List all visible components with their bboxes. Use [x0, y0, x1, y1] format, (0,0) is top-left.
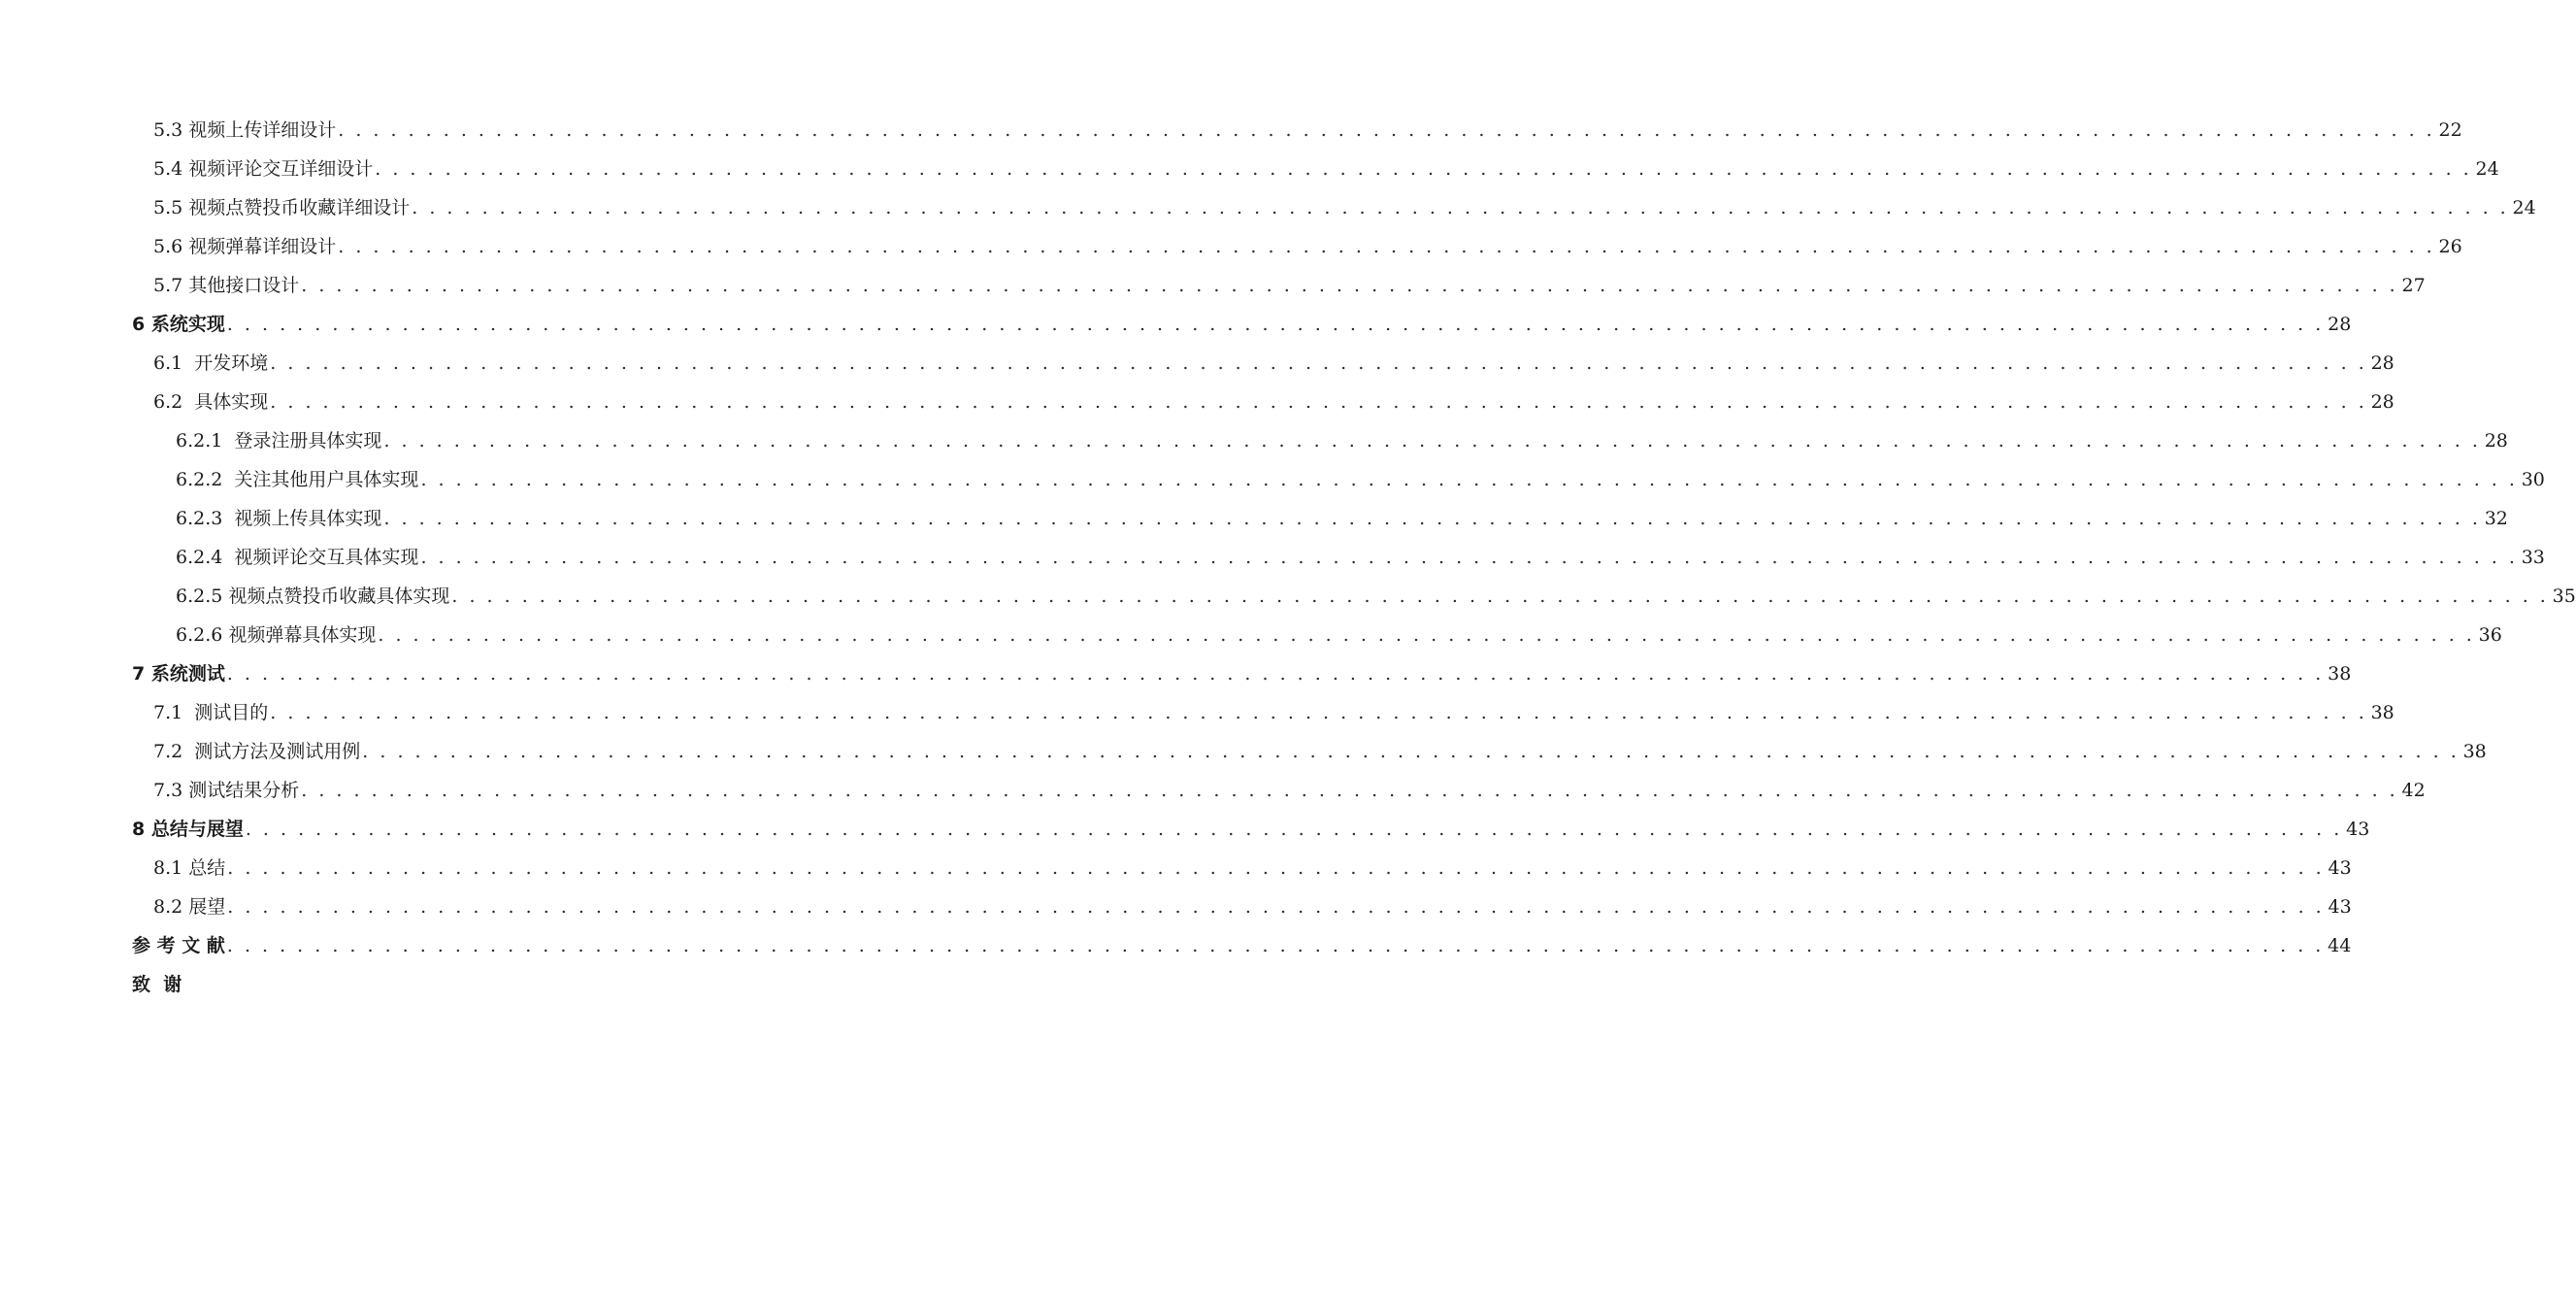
toc-entry[interactable]	[153, 698, 2394, 727]
toc-dot-leader: . . . . . . . . . . . . . . . . . . . . . . . . . . . . . . . . . . . . . . . . . . . . . . . . . . . . . . . . . . . . . . . . . . . . . . . . . . . . . . . . . . . . . . . . . . . . . . . . . . . . . . . . . . . . . . . . . . . . . . . .	[383, 508, 2481, 529]
toc-page-number: 42	[2401, 780, 2426, 801]
toc-entry[interactable]	[153, 193, 2536, 222]
toc-page-number: 28	[2328, 314, 2352, 335]
toc-entry[interactable]	[176, 465, 2545, 494]
toc-dot-leader: . . . . . . . . . . . . . . . . . . . . . . . . . . . . . . . . . . . . . . . . . . . . . . . . . . . . . . . . . . . . . . . . . . . . . . . . . . . . . . . . . . . . . . . . . . . . . . . . . . . . . . . . . . . . . . . . . . . . . . . .	[270, 702, 2367, 723]
toc-entry[interactable]	[176, 426, 2508, 455]
toc-entry-title: 7.1 测试目的	[153, 702, 269, 723]
toc-entry-title: 5.3 视频上传详细设计	[153, 119, 337, 141]
toc-dot-leader: . . . . . . . . . . . . . . . . . . . . . . . . . . . . . . . . . . . . . . . . . . . . . . . . . . . . . . . . . . . . . . . . . . . . . . . . . . . . . . . . . . . . . . . . . . . . . . . . . . . . . . . . . . . . . . . . . . . . . . . .	[301, 780, 2398, 801]
toc-dot-leader: . . . . . . . . . . . . . . . . . . . . . . . . . . . . . . . . . . . . . . . . . . . . . . . . . . . . . . . . . . . . . . . . . . . . . . . . . . . . . . . . . . . . . . . . . . . . . . . . . . . . . . . . . . . . . . . . . . . . . . . .	[301, 275, 2398, 296]
toc-entry[interactable]	[132, 815, 2370, 844]
toc-page-number: 38	[2462, 741, 2487, 762]
toc-entry[interactable]	[132, 310, 2352, 339]
toc-entry[interactable]	[153, 116, 2462, 145]
toc-page-number: 33	[2521, 547, 2545, 568]
toc-entry[interactable]	[153, 387, 2394, 417]
toc-page-number: 43	[2346, 819, 2370, 840]
toc-entry[interactable]	[153, 853, 2352, 883]
toc-entry[interactable]	[132, 931, 2352, 960]
toc-entry-title: 6.2.3 视频上传具体实现	[176, 508, 382, 529]
toc-entry-title: 7.2 测试方法及测试用例	[153, 741, 361, 762]
toc-dot-leader: . . . . . . . . . . . . . . . . . . . . . . . . . . . . . . . . . . . . . . . . . . . . . . . . . . . . . . . . . . . . . . . . . . . . . . . . . . . . . . . . . . . . . . . . . . . . . . . . . . . . . . . . . . . . . . . . . . . . . . . .	[227, 896, 2325, 918]
toc-page-number: 38	[2328, 663, 2352, 685]
toc-dot-leader: . . . . . . . . . . . . . . . . . . . . . . . . . . . . . . . . . . . . . . . . . . . . . . . . . . . . . . . . . . . . . . . . . . . . . . . . . . . . . . . . . . . . . . . . . . . . . . . . . . . . . . . . . . . . . . . . . . . . . . . .	[412, 197, 2509, 218]
toc-entry[interactable]	[176, 504, 2508, 533]
toc-entry[interactable]	[176, 582, 2576, 611]
toc-page-number: 35	[2552, 586, 2576, 607]
toc-page-number: 36	[2478, 624, 2502, 646]
toc-dot-leader: . . . . . . . . . . . . . . . . . . . . . . . . . . . . . . . . . . . . . . . . . . . . . . . . . . . . . . . . . . . . . . . . . . . . . . . . . . . . . . . . . . . . . . . . . . . . . . . . . . . . . . . . . . . . . . . . . . . . . . . .	[420, 547, 2518, 568]
toc-entry-title: 8 总结与展望	[132, 819, 244, 840]
toc-entry-title: 5.4 视频评论交互详细设计	[153, 158, 374, 180]
toc-page-number: 24	[2475, 158, 2499, 180]
toc-entry[interactable]	[153, 154, 2499, 184]
toc-page-number: 28	[2370, 391, 2394, 413]
toc-entry-title: 参 考 文 献	[132, 935, 225, 956]
toc-dot-leader: . . . . . . . . . . . . . . . . . . . . . . . . . . . . . . . . . . . . . . . . . . . . . . . . . . . . . . . . . . . . . . . . . . . . . . . . . . . . . . . . . . . . . . . . . . . . . . . . . . . . . . . . . . . . . . . . . . . . . . . .	[226, 935, 2325, 956]
toc-entry-title: 5.7 其他接口设计	[153, 275, 300, 296]
toc-dot-leader: . . . . . . . . . . . . . . . . . . . . . . . . . . . . . . . . . . . . . . . . . . . . . . . . . . . . . . . . . . . . . . . . . . . . . . . . . . . . . . . . . . . . . . . . . . . . . . . . . . . . . . . . . . . . . . . . . . . . . . . .	[338, 236, 2435, 257]
toc-entry[interactable]	[176, 620, 2502, 650]
toc-entry-title: 5.5 视频点赞投币收藏详细设计	[153, 197, 411, 218]
toc-entry[interactable]	[132, 970, 824, 999]
toc-entry[interactable]	[132, 659, 2352, 688]
toc-entry[interactable]	[153, 271, 2426, 300]
toc-entry[interactable]	[153, 232, 2462, 261]
toc-entry[interactable]	[153, 892, 2352, 921]
toc-entry[interactable]	[176, 543, 2545, 572]
toc-page-number: 32	[2484, 508, 2508, 529]
toc-page-number: 30	[2521, 469, 2545, 490]
toc-dot-leader: . . . . . . . . . . . . . . . . . . . . . . . . . . . . . . . . . . . . . . . . . . . . . . . . . . . . . . . . . . . . . . . . . . . . . . . . . . . . . . . . . . . . . . . . . . . . . . . . . . . . . . . . . . . . . . . . . . . . . . . .	[362, 741, 2460, 762]
toc-dot-leader: . . . . . . . . . . . . . . . . . . . . . . . . . . . . . . . . . . . . . . . . . . . . . . . . . . . . . . . . . . . . . . . . . . . . . . . . . . . . . . . . . . . . . . . . . . . . . . . . . . . . . . . . . . . . . . . . . . . . . . . .	[226, 314, 2325, 335]
toc-entry-title: 6 系统实现	[132, 314, 225, 335]
toc-dot-leader: . . . . . . . . . . . . . . . . . . . . . . . . . . . . . . . . . . . . . . . . . . . . . . . . . . . . . . . . . . . . . . . . . . . . . . . . . . . . . . . . . . . . . . . . . . . . . . . . . . . . . . . . . . . . . . . . . . . . . . . .	[245, 819, 2343, 840]
toc-entry-title: 6.2.5 视频点赞投币收藏具体实现	[176, 586, 450, 607]
toc-entry-title: 5.6 视频弹幕详细设计	[153, 236, 337, 257]
toc-dot-leader: . . . . . . . . . . . . . . . . . . . . . . . . . . . . . . . . . . . . . . . . . . . . . . . . . . . . . . . . . . . . . . . . . . . . . . . . . . . . . . . . . . . . . . . . . . . . . . . . . . . . . . . . . . . . . . . . . . . . . . . .	[451, 586, 2549, 607]
toc-page-number: 28	[2370, 352, 2394, 374]
toc-page-number: 44	[2328, 935, 2352, 956]
toc-entry-title: 7 系统测试	[132, 663, 225, 685]
toc-page-number: 26	[2438, 236, 2462, 257]
toc-page-number: 24	[2512, 197, 2536, 218]
toc-page-number: 43	[2328, 857, 2352, 879]
toc-entry-title: 6.2 具体实现	[153, 391, 269, 413]
toc-dot-leader: . . . . . . . . . . . . . . . . . . . . . . . . . . . . . . . . . . . . . . . . . . . . . . . . . . . . . . . . . . . . . . . . . . . . . . . . . . . . . . . . . . . . . . . . . . . . . . . . . . . . . . . . . . . . . . . . . . . . . . . .	[270, 391, 2367, 413]
toc-dot-leader: . . . . . . . . . . . . . . . . . . . . . . . . . . . . . . . . . . . . . . . . . . . . . . . . . . . . . . . . . . . . . . . . . . . . . . . . . . . . . . . . . . . . . . . . . . . . . . . . . . . . . . . . . . . . . . . . . . . . . . . .	[420, 469, 2518, 490]
toc-entry[interactable]	[153, 737, 2487, 766]
toc-page-number: 27	[2401, 275, 2426, 296]
toc-entry-title: 6.2.4 视频评论交互具体实现	[176, 547, 419, 568]
toc-entry-title: 8.1 总结	[153, 857, 226, 879]
toc-entry-title: 7.3 测试结果分析	[153, 780, 300, 801]
toc-entry[interactable]	[153, 776, 2426, 805]
toc-dot-leader: . . . . . . . . . . . . . . . . . . . . . . . . . . . . . . . . . . . . . . . . . . . . . . . . . . . . . . . . . . . . . . . . . . . . . . . . . . . . . . . . . . . . . . . . . . . . . . . . . . . . . . . . . . . . . . . . . . . . . . . .	[375, 158, 2472, 180]
toc-dot-leader: . . . . . . . . . . . . . . . . . . . . . . . . . . . . . . . . . . . . . . . . . . . . . . . . . . . . . . . . . . . . . . . . . . . . . . . . . . . . . . . . . . . . . . . . . . . . . . . . . . . . . . . . . . . . . . . . . . . . . . . .	[383, 430, 2481, 452]
toc-entry-title: 致 谢	[132, 974, 182, 995]
toc-page-number: 28	[2484, 430, 2508, 452]
toc-entry[interactable]	[153, 349, 2394, 378]
toc-dot-leader: . . . . . . . . . . . . . . . . . . . . . . . . . . . . . . . . . . . . . . . . . . . . . . . . . . . . . . . . . . . . . . . . . . . . . . . . . . . . . . . . . . . . . . . . . . . . . . . . . . . . . . . . . . . . . . . . . . . . . . . .	[338, 119, 2435, 141]
toc-entry-title: 6.2.6 视频弹幕具体实现	[176, 624, 377, 646]
toc-dot-leader: . . . . . . . . . . . . . . . . . . . . . . . . . . . . . . . . . . . . . . . . . . . . . . . . . . . . . . . . . . . . . . . . . . . . . . . . . . . . . . . . . . . . . . . . . . . . . . . . . . . . . . . . . . . . . . . . . . . . . . . .	[270, 352, 2367, 374]
toc-page-number: 43	[2328, 896, 2352, 918]
toc-dot-leader: . . . . . . . . . . . . . . . . . . . . . . . . . . . . . . . . . . . . . . . . . . . . . . . . . . . . . . . . . . . . . . . . . . . . . . . . . . . . . . . . . . . . . . . . . . . . . . . . . . . . . . . . . . . . . . . . . . . . . . . .	[226, 663, 2325, 685]
toc-dot-leader: . . . . . . . . . . . . . . . . . . . . . . . . . . . . . . . . . . . . . . . . . . . . . . . . . . . . . . . . . . . . . . . . . . . . . . . . . . . . . . . . . . . . . . . . . . . . . . . . . . . . . . . . . . . . . . . . . . . . . . . .	[378, 624, 2475, 646]
toc-dot-leader: . . . . . . . . . . . . . . . . . . . . . . . . . . . . . . . . . . . . . . . . . . . . . . . . . . . . . . . . . . . . . . . . . . . . . . . . . . . . . . . . . . . . . . . . . . . . . . . . . . . . . . . . . . . . . . . . . . . . . . . .	[227, 857, 2325, 879]
toc-entry-title: 6.1 开发环境	[153, 352, 269, 374]
toc-entry-title: 6.2.2 关注其他用户具体实现	[176, 469, 419, 490]
toc-page-number: 38	[2370, 702, 2394, 723]
toc-page-number: 22	[2438, 119, 2462, 141]
toc-entry-title: 6.2.1 登录注册具体实现	[176, 430, 382, 452]
toc-entry-title: 8.2 展望	[153, 896, 226, 918]
